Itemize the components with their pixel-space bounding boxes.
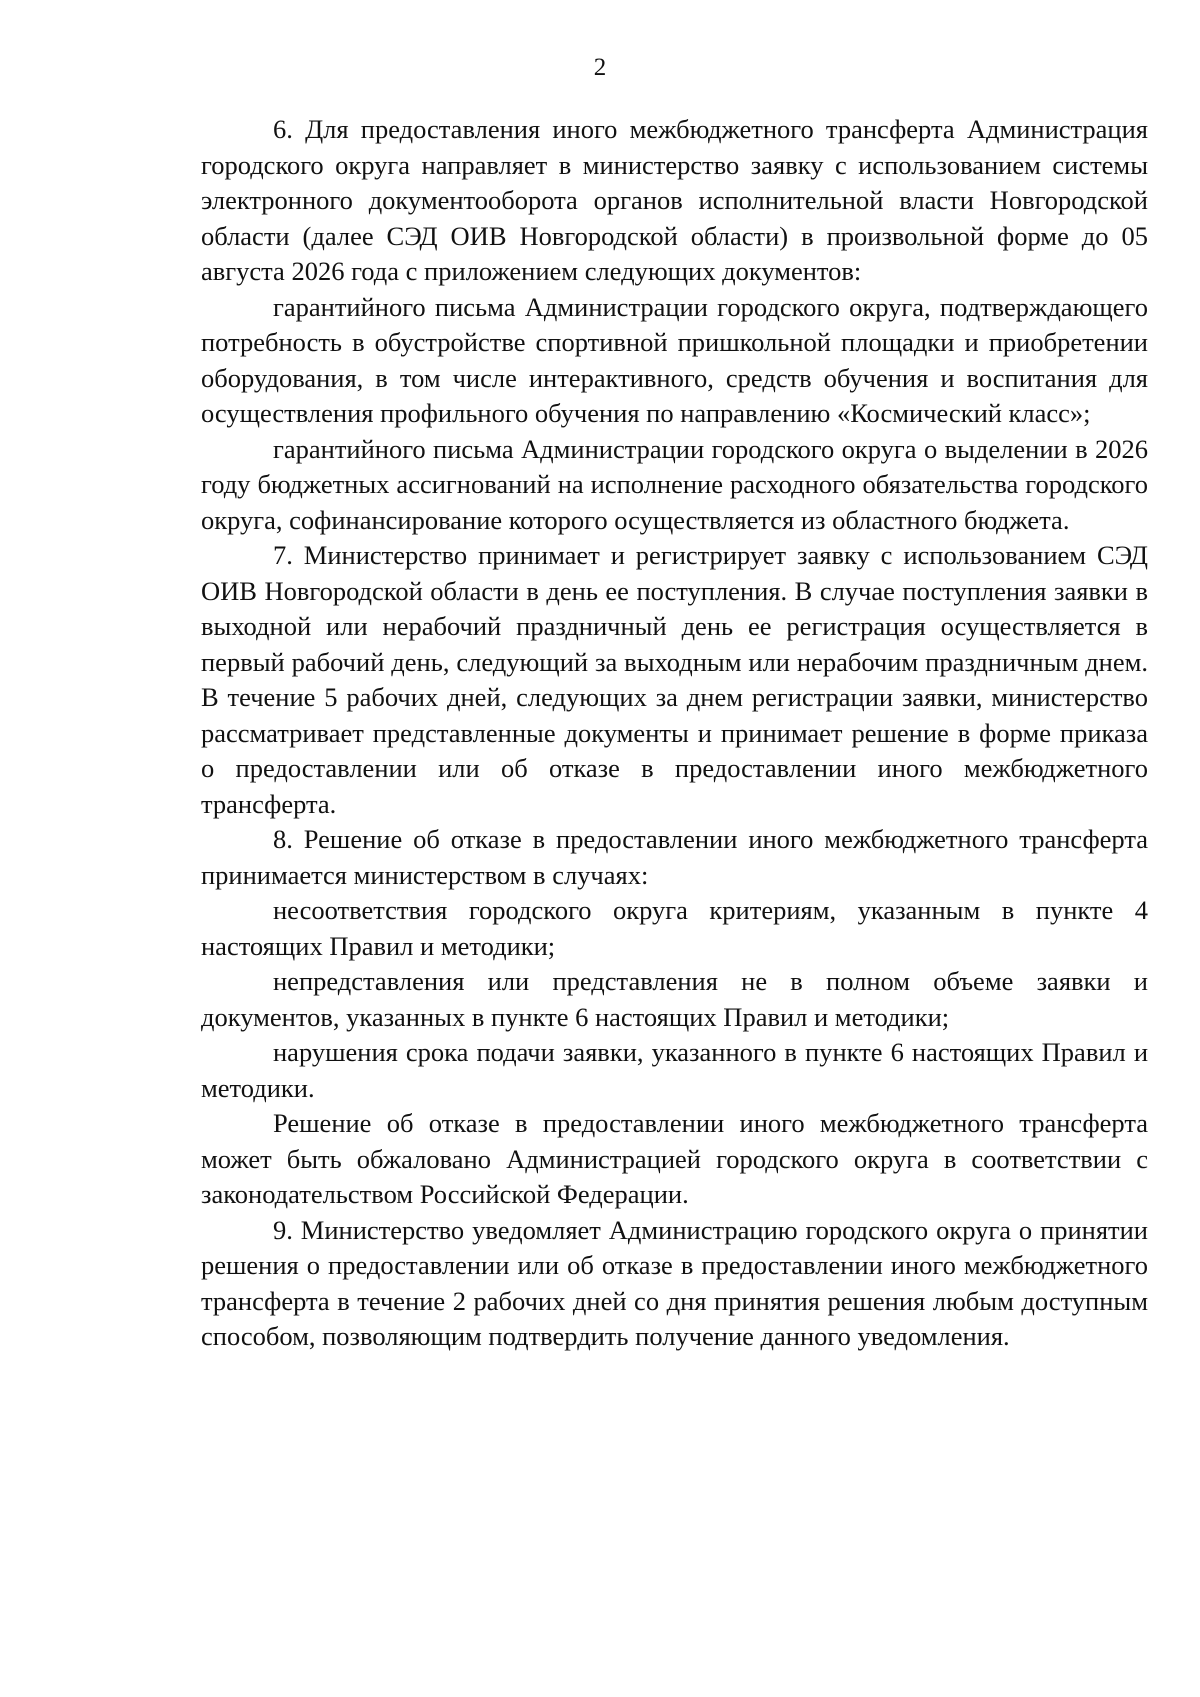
paragraph-9: 9. Министерство уведомляет Администрацию городского округа о принятии решения о предоставлении или об отказе в предоставлении иного межбюджетного трансферта в течение 2 рабочих дней со дня принятия решения любым доступным способом, позволяющим подтвердить получение данного уведомления.: [201, 1214, 1148, 1351]
paragraph-8: 8. Решение об отказе в предоставлении иного межбюджетного трансферта принимается министерством в случаях:: [201, 824, 1148, 890]
document-body: [201, 112, 1148, 1355]
paragraph-8-item-deadline: нарушения срока подачи заявки, указанного в пункте 6 настоящих Правил и методики.: [201, 1037, 1148, 1103]
paragraph-8-item-documents: непредставления или представления не в полном объеме заявки и документов, указанных в пункте 6 настоящих Правил и методики;: [201, 966, 1148, 1032]
paragraph-8-item-criteria: несоответствия городского округа критериям, указанным в пункте 4 настоящих Правил и методики;: [201, 895, 1148, 961]
paragraph-8-appeal: Решение об отказе в предоставлении иного межбюджетного трансферта может быть обжаловано Администрацией городского округа в соответствии с законодательством Российской Федерации.: [201, 1108, 1148, 1209]
page-number: 2: [593, 54, 607, 81]
paragraph-7: 7. Министерство принимает и регистрирует заявку с использованием СЭД ОИВ Новгородской области в день ее поступления. В случае поступления заявки в выходной или нерабочий праздничный день ее регистрация осуществляется в первый рабочий день, следующий за выходным или нерабочим праздничным днем. В течение 5 рабочих дней, следующих за днем регистрации заявки, министерство рассматривает представленные документы и принимает решение в форме приказа о предоставлении или об отказе в предоставлении иного межбюджетного трансферта.: [201, 540, 1148, 819]
paragraph-6-item-guarantee-budget: гарантийного письма Администрации городского округа о выделении в 2026 году бюджетных ассигнований на исполнение расходного обязательства городского округа, софинансирование которого осуществляется из областного бюджета.: [201, 433, 1148, 535]
paragraph-6-item-guarantee-need: гарантийного письма Администрации городского округа, подтверждающего потребность в обустройстве спортивной пришкольной площадки и приобретении оборудования, в том числе интерактивного, средств обучения и воспитания для осуществления профильного обучения по направлению «Космический класс»;: [201, 291, 1148, 428]
paragraph-6: 6. Для предоставления иного межбюджетного трансферта Администрация городского округа направляет в министерство заявку с использованием системы электронного документооборота органов исполнительной власти Новгородской области (далее СЭД ОИВ Новгородской области) в произвольной форме до 05 августа 2026 года с приложением следующих документов:: [201, 114, 1148, 286]
